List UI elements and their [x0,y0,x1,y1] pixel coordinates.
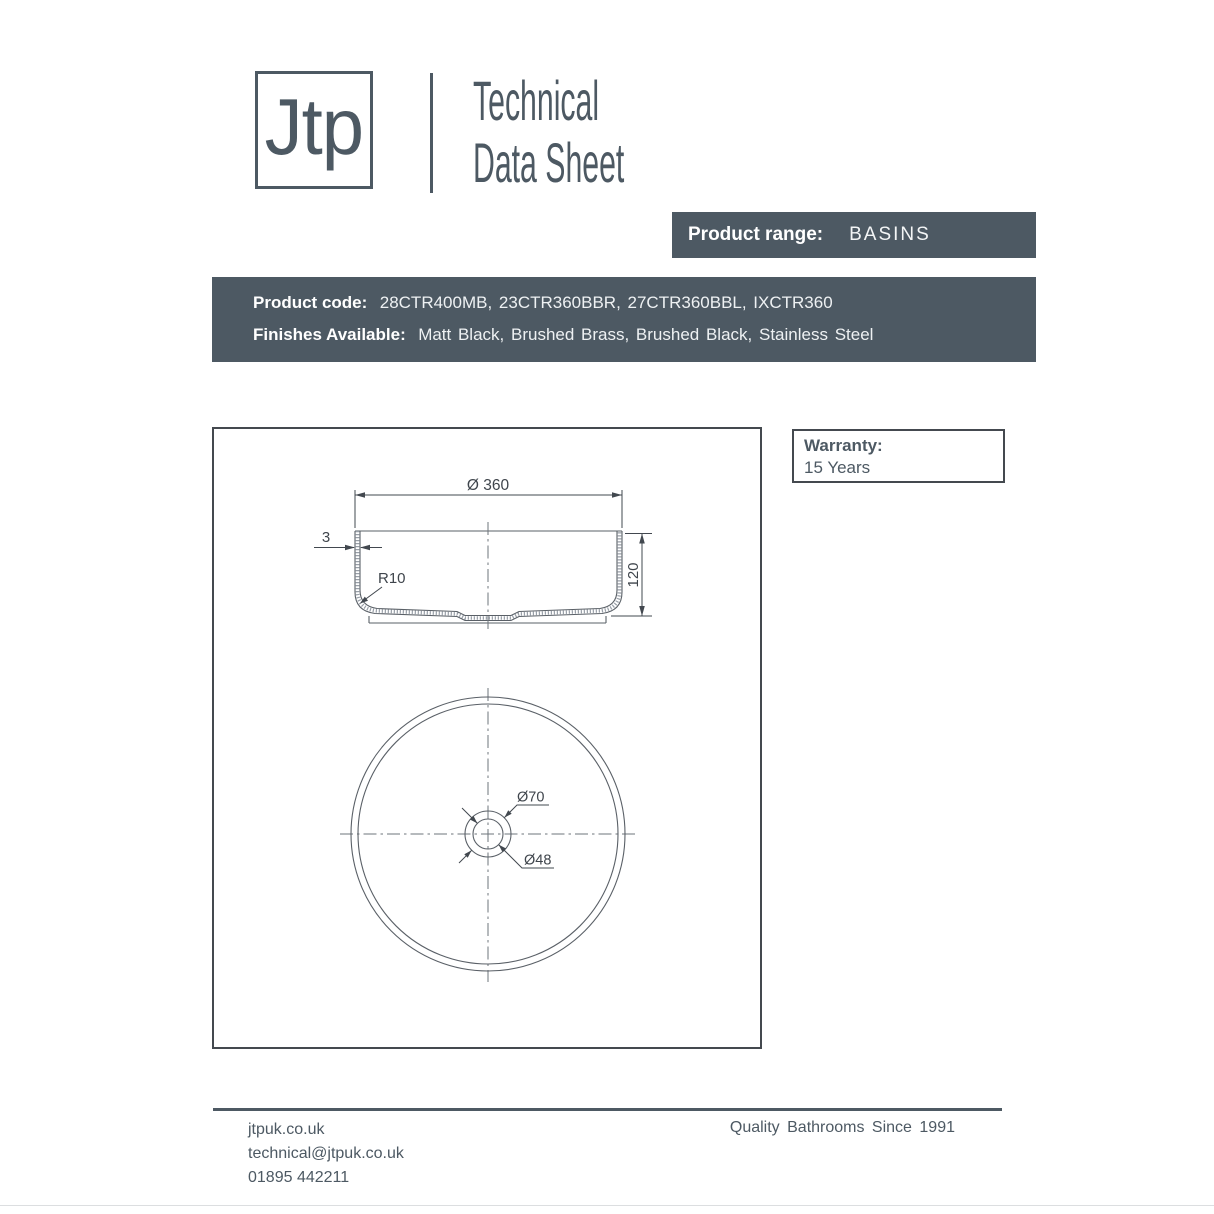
height-arrow-top [639,534,645,544]
product-code-label: Product code: [253,293,368,312]
basin-technical-drawing [214,429,760,1047]
product-info-bar [212,277,1036,362]
dim-arrow-left [355,492,365,498]
finishes-row [253,319,1036,351]
top-view-drawing [340,688,636,982]
technical-drawing-frame [212,427,762,1049]
jtp-logo-text: Jtp [264,82,364,171]
dim-label-overall-diameter: Ø 360 [466,477,510,494]
side-view-drawing [314,477,652,629]
page-title [473,70,624,194]
dim-label-waste-inner: Ø48 [524,852,552,869]
product-code-value: 28CTR400MB, 23CTR360BBR, 27CTR360BBL, IXCTR360 [379,293,833,312]
product-range-label: Product range: [688,224,824,245]
finishes-value: Matt Black, Brushed Brass, Brushed Black, Stainless Steel [418,325,874,344]
thickness-arrow-left [345,545,355,550]
warranty-value: 15 Years [804,458,871,477]
footer-website: jtpuk.co.uk [248,1121,325,1138]
page-bottom-edge [0,1205,1214,1206]
dim-label-waste-outer: Ø70 [517,789,545,806]
dim-label-height: 120 [625,562,642,588]
page-title-line2: Data Sheet [473,131,625,194]
dim-label-wall-thickness: 3 [321,529,331,546]
thickness-arrow-right [360,545,370,550]
product-range-bar [672,212,1036,258]
warranty-box [792,429,1005,483]
dim-label-corner-radius: R10 [378,570,406,587]
waste-outer-leader [504,805,549,818]
page-title-line1: Technical [473,69,600,132]
finishes-label: Finishes Available: [253,325,406,344]
footer-phone: 01895 442211 [248,1169,350,1186]
height-arrow-bottom [639,606,645,616]
footer-contact-block [248,1118,404,1190]
warranty-label: Warranty: [804,436,883,455]
jtp-logo [255,71,373,189]
header-divider [430,73,433,193]
product-range-value: BASINS [849,224,931,245]
footer-rule [213,1108,1002,1111]
product-code-row [253,287,1036,319]
footer-tagline: Quality Bathrooms Since 1991 [729,1119,955,1136]
dim-arrow-right [612,492,622,498]
footer-email: technical@jtpuk.co.uk [248,1145,404,1162]
